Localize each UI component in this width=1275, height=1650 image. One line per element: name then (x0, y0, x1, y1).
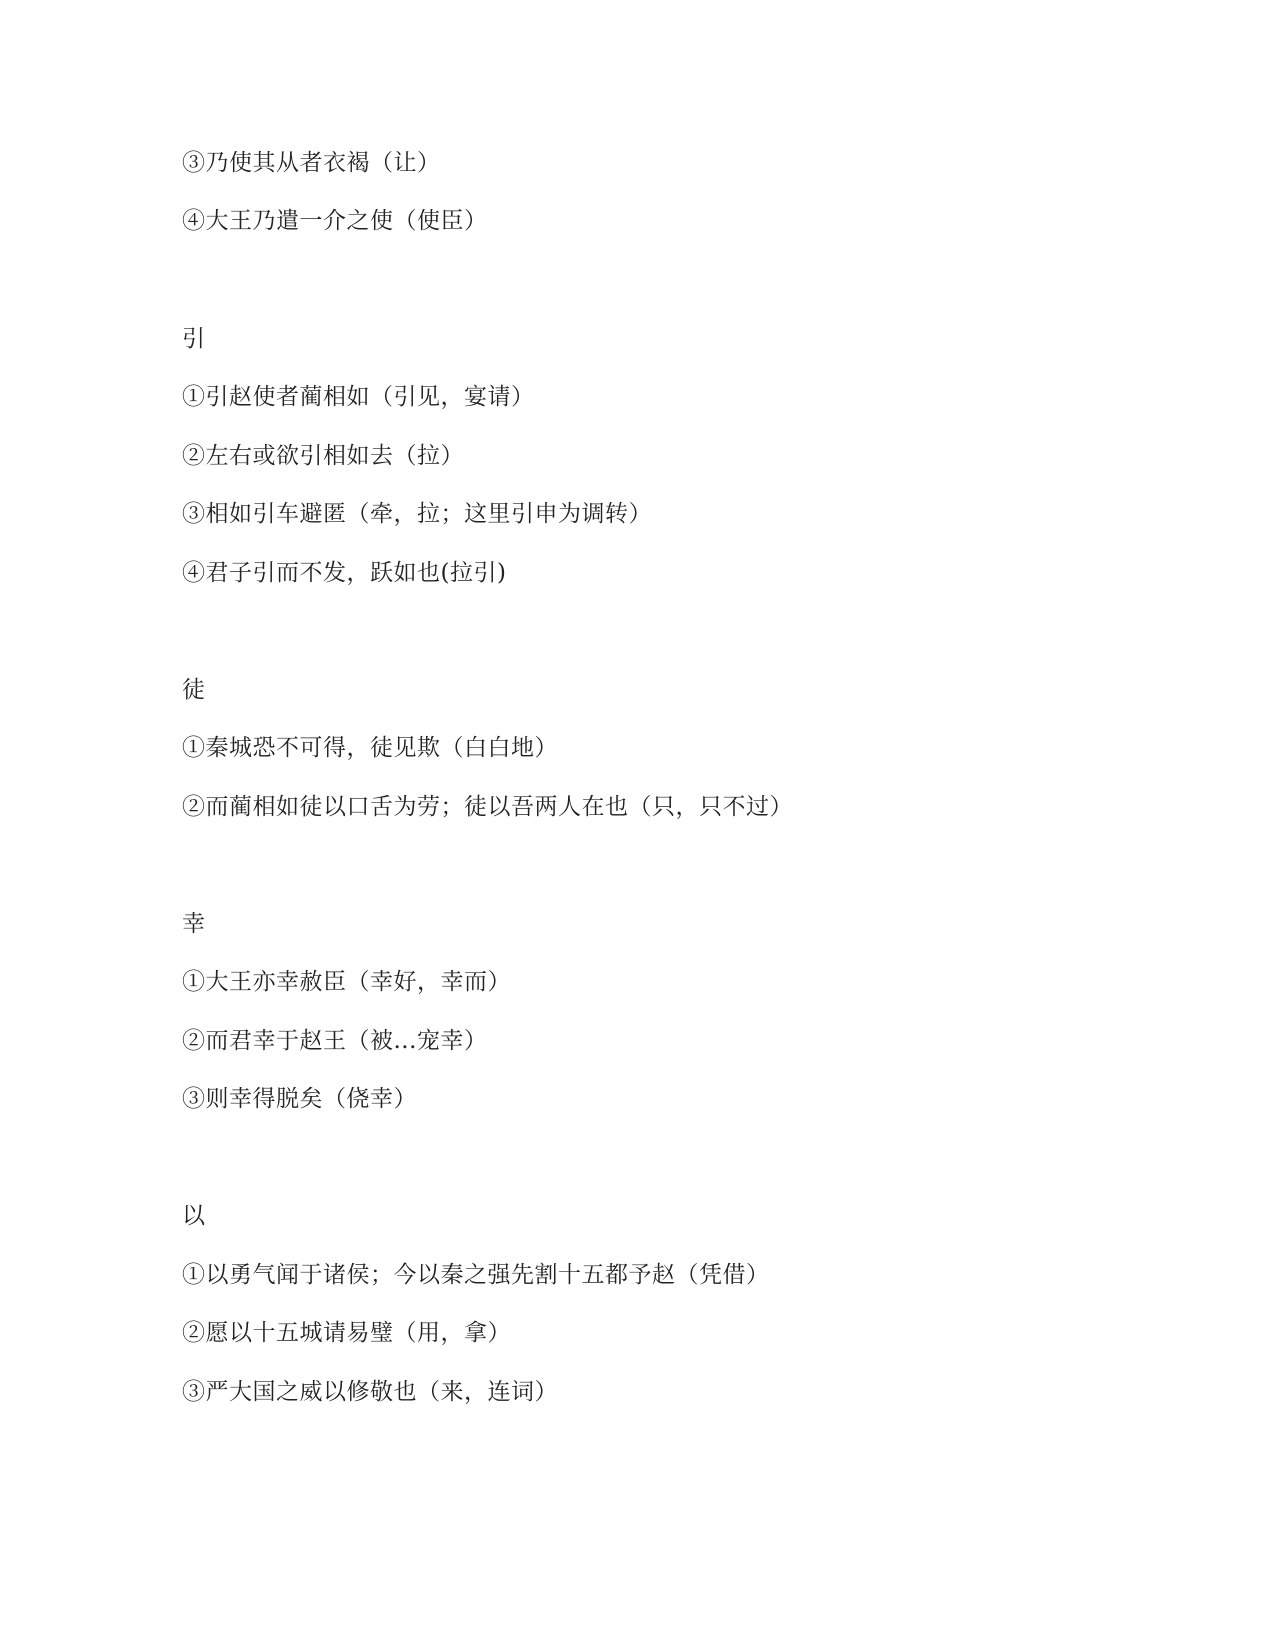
entry-line: ③则幸得脱矣（侥幸） (182, 1086, 417, 1112)
entry-line: ④君子引而不发，跃如也(拉引) (182, 560, 507, 586)
section-heading: 以 (182, 1203, 206, 1229)
entry-line: ③严大国之威以修敬也（来，连词） (182, 1379, 558, 1405)
section-heading: 幸 (182, 911, 206, 937)
entry-line: ②而君幸于赵王（被...宠幸） (182, 1028, 488, 1054)
section-heading: 引 (182, 326, 206, 352)
entry-line: ③乃使其从者衣褐（让） (182, 150, 441, 176)
entry-line: ②左右或欲引相如去（拉） (182, 443, 464, 469)
entry-line: ②而蔺相如徒以口舌为劳；徒以吾两人在也（只，只不过） (182, 794, 793, 820)
section-heading: 徒 (182, 677, 206, 703)
entry-line: ①秦城恐不可得，徒见欺（白白地） (182, 735, 558, 761)
entry-line: ①大王亦幸赦臣（幸好，幸而） (182, 969, 511, 995)
entry-line: ①引赵使者蔺相如（引见，宴请） (182, 384, 535, 410)
entry-line: ④大王乃遣一介之使（使臣） (182, 208, 488, 234)
entry-line: ①以勇气闻于诸侯；今以秦之强先割十五都予赵（凭借） (182, 1262, 770, 1288)
entry-line: ③相如引车避匿（牵，拉；这里引申为调转） (182, 501, 652, 527)
entry-line: ②愿以十五城请易璧（用，拿） (182, 1320, 511, 1346)
